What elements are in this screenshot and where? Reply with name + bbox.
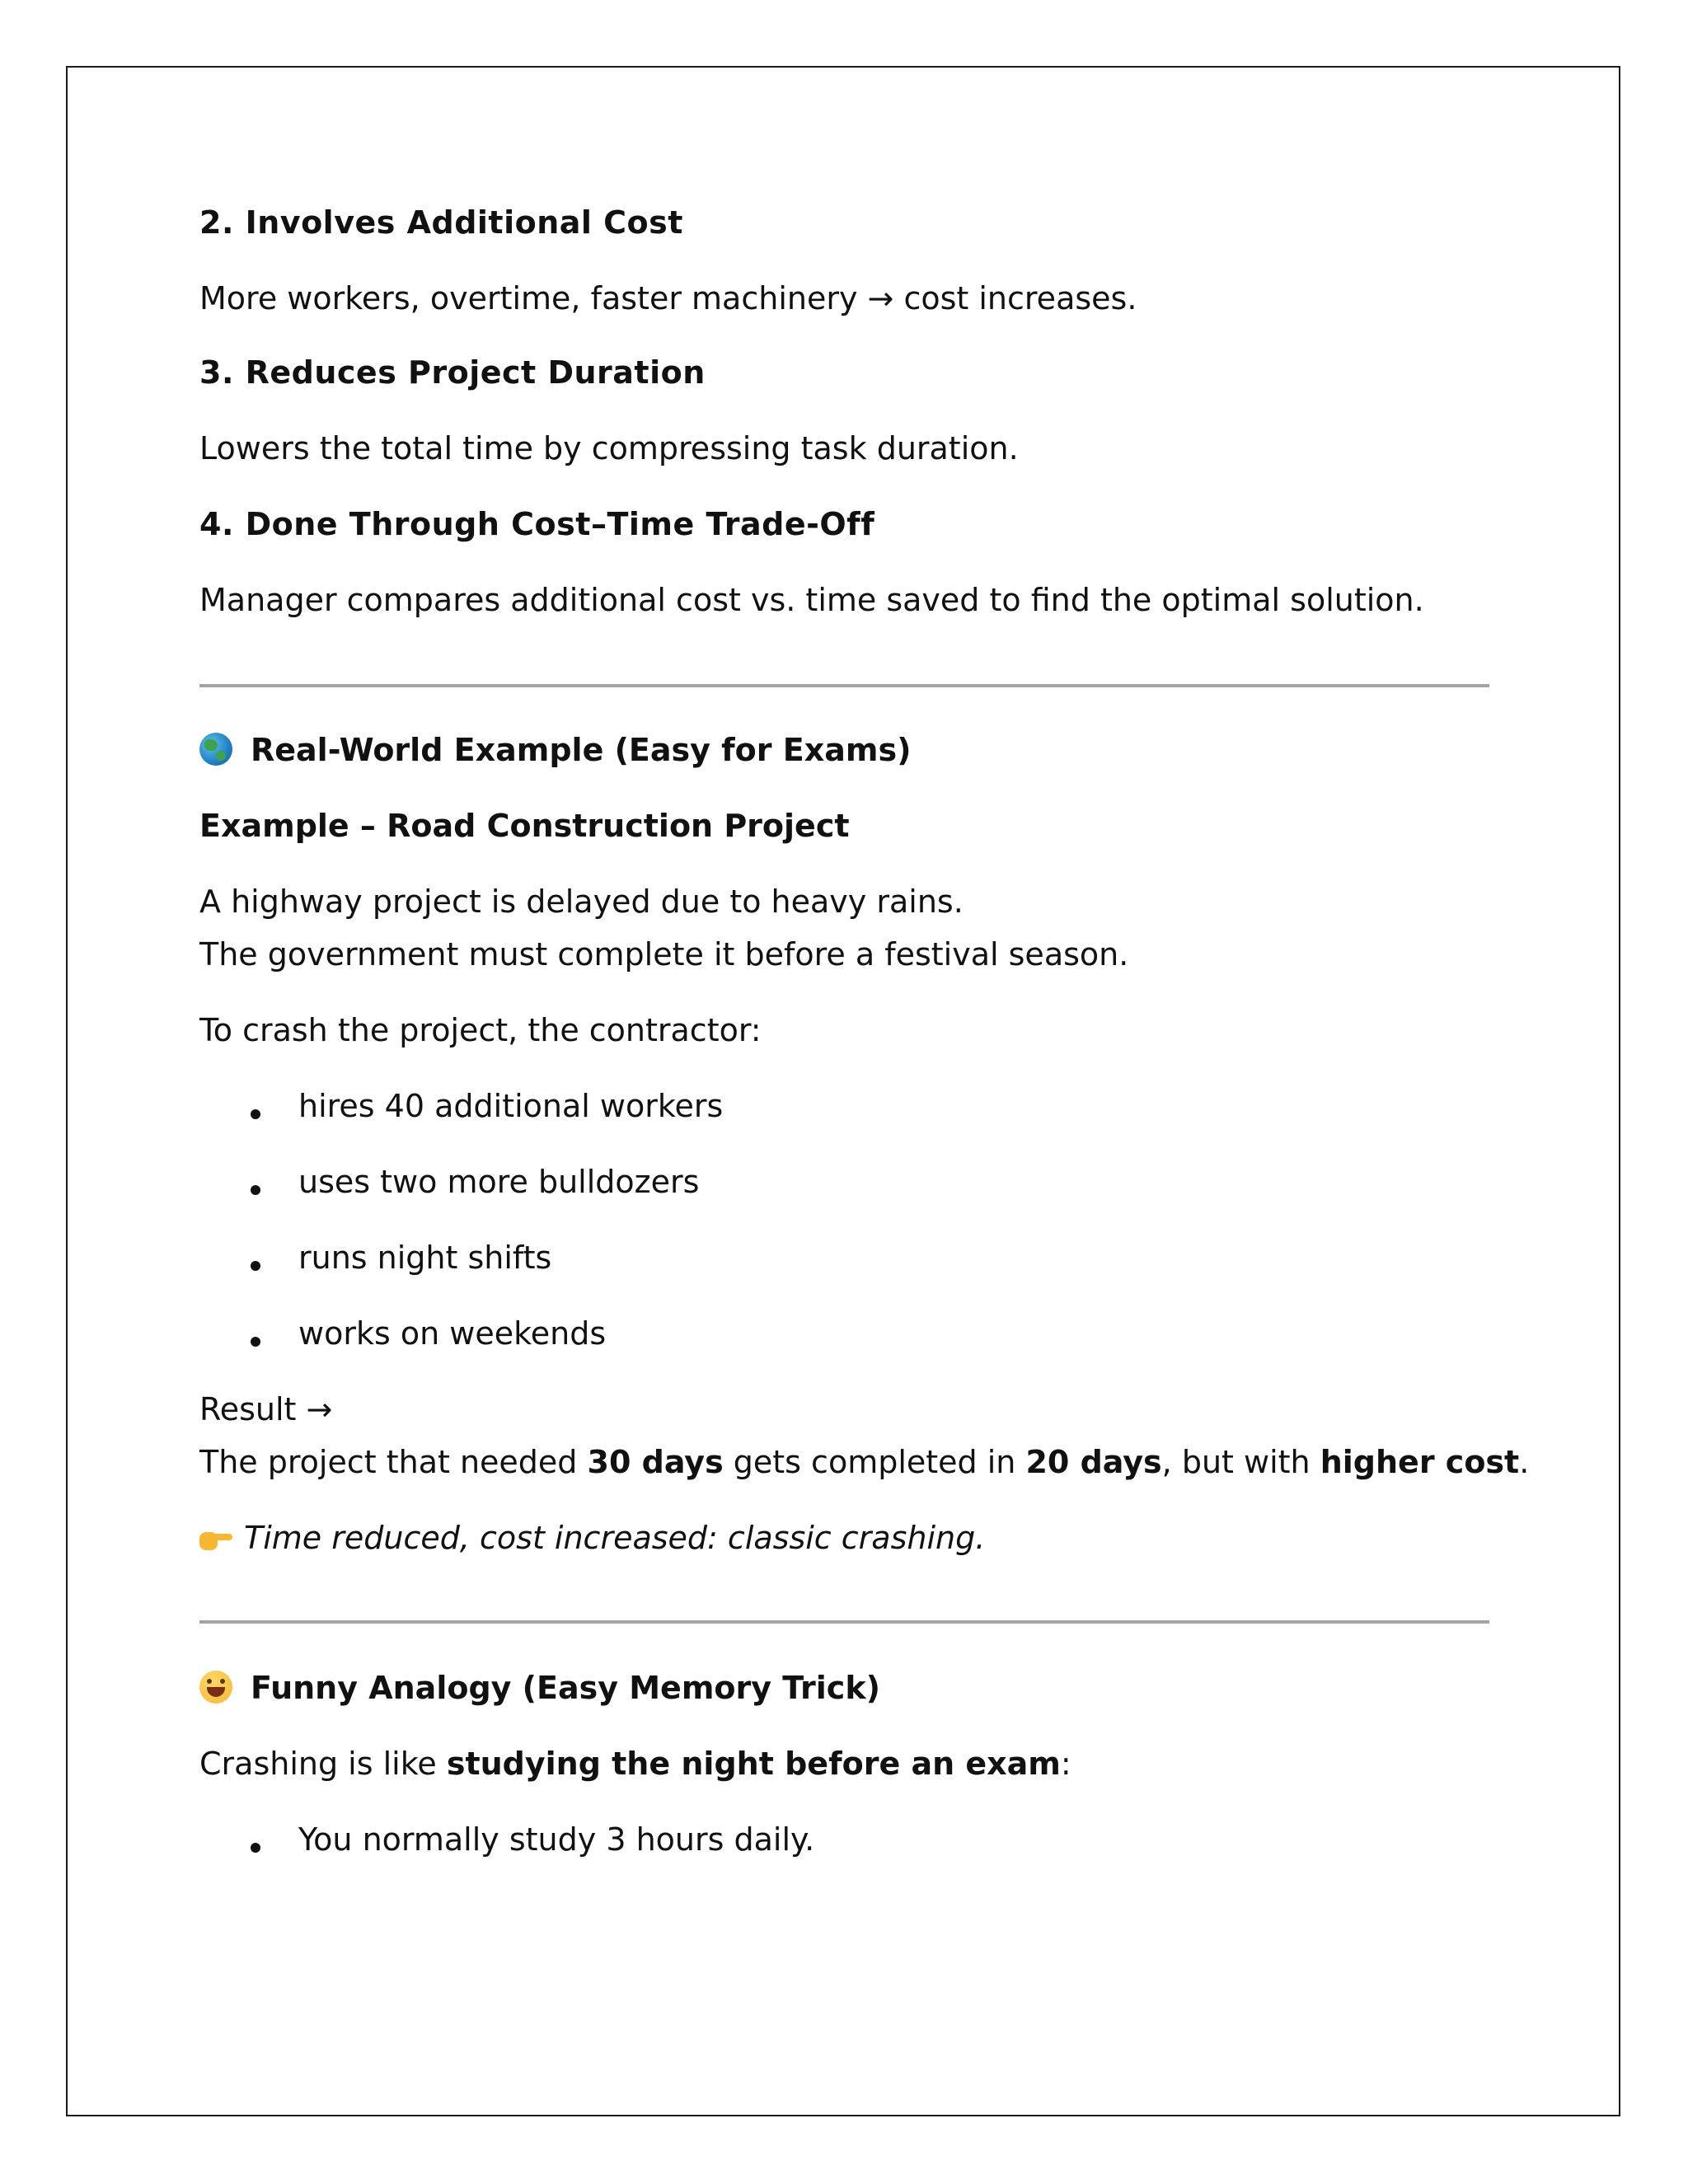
result-crashed-duration: 20 days (1025, 1444, 1162, 1480)
result-text: gets completed in (723, 1444, 1026, 1480)
example-heading: Real-World Example (Easy for Exams) (251, 732, 912, 768)
example-heading-row (199, 730, 911, 770)
takeaway-row (199, 1518, 985, 1558)
analogy-lead-text: Crashing is like (199, 1746, 447, 1782)
analogy-heading: Funny Analogy (Easy Memory Trick) (251, 1670, 880, 1706)
section-divider (199, 684, 1489, 687)
result-text: , but with (1161, 1444, 1320, 1480)
bullet-dot (251, 1109, 260, 1119)
point-2-body: More workers, overtime, faster machinery → cost increases. (199, 280, 1137, 316)
result-label: Result → (199, 1391, 333, 1427)
result-text: . (1519, 1444, 1530, 1480)
bullet-dot (251, 1261, 260, 1271)
example-subheading: Example – Road Construction Project (199, 808, 850, 844)
bullet-dot (251, 1185, 260, 1195)
result-text: The project that needed (199, 1444, 588, 1480)
bullet-dot (251, 1337, 260, 1347)
list-item: works on weekends (298, 1315, 607, 1352)
analogy-lead-text: : (1060, 1746, 1071, 1782)
analogy-lead (199, 1744, 1071, 1783)
point-4-heading: 4. Done Through Cost–Time Trade-Off (199, 506, 875, 542)
section-divider (199, 1620, 1489, 1624)
grinning-face-icon (199, 1671, 232, 1704)
list-item: uses two more bulldozers (298, 1164, 700, 1200)
result-cost: higher cost (1320, 1444, 1520, 1480)
globe-icon (199, 733, 232, 766)
analogy-lead-emphasis: studying the night before an exam (446, 1746, 1061, 1782)
list-item: hires 40 additional workers (298, 1088, 724, 1124)
point-4-body: Manager compares additional cost vs. time saved to find the optimal solution. (199, 582, 1424, 618)
example-lead: To crash the project, the contractor: (199, 1012, 762, 1048)
example-intro-line-2: The government must complete it before a festival season. (199, 936, 1129, 972)
result-sentence (199, 1442, 1529, 1482)
list-item: You normally study 3 hours daily. (298, 1821, 815, 1858)
result-original-duration: 30 days (587, 1444, 724, 1480)
list-item: runs night shifts (298, 1240, 552, 1276)
point-2-heading: 2. Involves Additional Cost (199, 204, 683, 241)
point-3-heading: 3. Reduces Project Duration (199, 354, 706, 391)
example-intro-line-1: A highway project is delayed due to heavy rains. (199, 883, 964, 920)
takeaway-text: Time reduced, cost increased: classic crashing. (244, 1520, 986, 1556)
point-3-body: Lowers the total time by compressing task duration. (199, 430, 1019, 466)
pointing-hand-icon (199, 1527, 232, 1552)
analogy-heading-row (199, 1668, 880, 1708)
bullet-dot (251, 1843, 260, 1853)
